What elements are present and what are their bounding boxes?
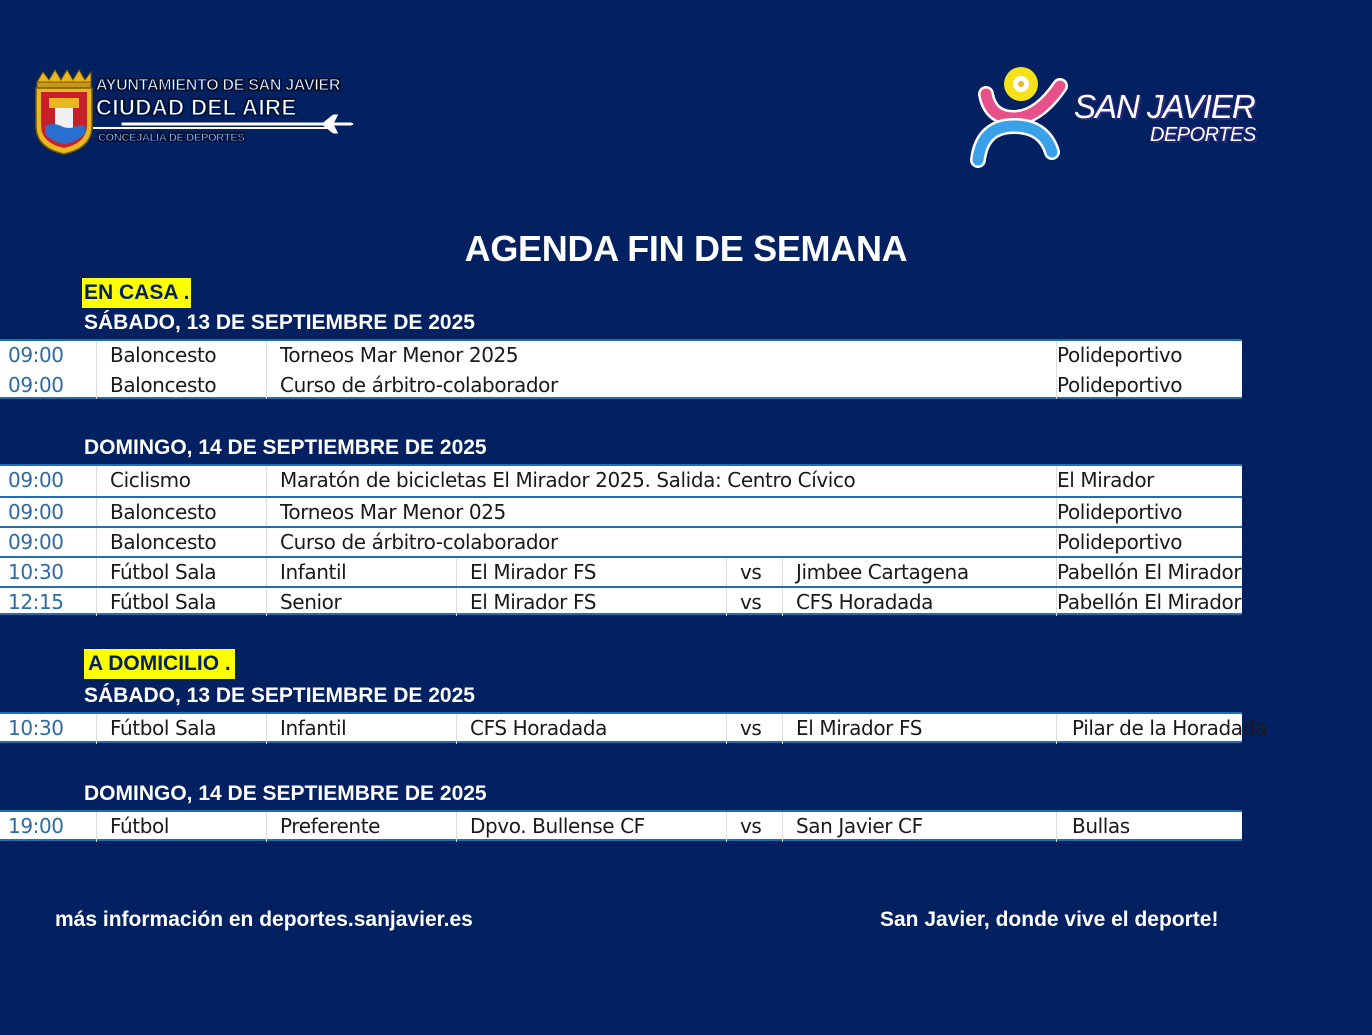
slogan-text: San Javier, donde vive el deporte! bbox=[880, 908, 1219, 931]
event-venue: Polideportivo bbox=[1057, 343, 1183, 367]
schedule-table bbox=[0, 810, 1242, 841]
event-time: 10:30 bbox=[8, 560, 64, 584]
page-title: AGENDA FIN DE SEMANA bbox=[464, 228, 908, 269]
san-javier-deportes-logo-line1: SAN JAVIER bbox=[1074, 88, 1255, 125]
event-sport: Fútbol bbox=[110, 814, 170, 838]
table-row bbox=[0, 586, 1242, 616]
event-sport: Fútbol Sala bbox=[110, 590, 217, 614]
event-sport: Ciclismo bbox=[110, 468, 191, 492]
away-section-tag: A DOMICILIO . bbox=[84, 649, 235, 679]
event-venue: Polideportivo bbox=[1057, 373, 1183, 397]
event-description: Torneos Mar Menor 025 bbox=[280, 500, 506, 524]
versus-label: vs bbox=[740, 716, 762, 740]
table-row bbox=[0, 526, 1242, 556]
schedule-table bbox=[0, 464, 1242, 615]
event-sport: Fútbol Sala bbox=[110, 560, 217, 584]
event-venue: Pabellón El Mirador bbox=[1057, 560, 1242, 584]
ayuntamiento-logo-line3: CONCEJALÍA DE DEPORTES bbox=[98, 132, 245, 144]
event-sport: Baloncesto bbox=[110, 343, 217, 367]
day-heading: SÁBADO, 13 DE SEPTIEMBRE DE 2025 bbox=[84, 311, 475, 334]
home-team: El Mirador FS bbox=[470, 560, 597, 584]
event-category: Senior bbox=[280, 590, 342, 614]
event-description: Curso de árbitro-colaborador bbox=[280, 530, 558, 554]
away-team: San Javier CF bbox=[796, 814, 923, 838]
table-row bbox=[0, 812, 1242, 842]
day-heading: SÁBADO, 13 DE SEPTIEMBRE DE 2025 bbox=[84, 684, 475, 707]
event-sport: Baloncesto bbox=[110, 500, 217, 524]
event-venue: Polideportivo bbox=[1057, 500, 1183, 524]
event-time: 09:00 bbox=[8, 468, 64, 492]
event-time: 09:00 bbox=[8, 373, 64, 397]
away-team: El Mirador FS bbox=[796, 716, 923, 740]
table-row bbox=[0, 341, 1242, 371]
event-category: Infantil bbox=[280, 716, 347, 740]
schedule-table bbox=[0, 339, 1242, 399]
versus-label: vs bbox=[740, 560, 762, 584]
event-time: 09:00 bbox=[8, 500, 64, 524]
info-link-text: más información en deportes.sanjavier.es bbox=[55, 908, 473, 931]
table-row bbox=[0, 714, 1267, 744]
event-time: 12:15 bbox=[8, 590, 64, 614]
ayuntamiento-logo-line1: AYUNTAMIENTO DE SAN JAVIER bbox=[96, 77, 341, 94]
event-description: Maratón de bicicletas El Mirador 2025. Salida: Centro Cívico bbox=[280, 468, 856, 492]
table-row bbox=[0, 496, 1242, 526]
athlete-figure-icon bbox=[968, 60, 1068, 170]
event-time: 09:00 bbox=[8, 530, 64, 554]
table-row bbox=[0, 556, 1242, 586]
event-venue: Bullas bbox=[1072, 814, 1130, 838]
event-time: 19:00 bbox=[8, 814, 64, 838]
event-venue: Pilar de la Horadada bbox=[1072, 716, 1267, 740]
versus-label: vs bbox=[740, 590, 762, 614]
event-venue: Pabellón El Mirador bbox=[1057, 590, 1242, 614]
event-description: Torneos Mar Menor 2025 bbox=[280, 343, 519, 367]
event-category: Infantil bbox=[280, 560, 347, 584]
table-row bbox=[0, 371, 1242, 399]
event-sport: Fútbol Sala bbox=[110, 716, 217, 740]
home-team: Dpvo. Bullense CF bbox=[470, 814, 645, 838]
event-category: Preferente bbox=[280, 814, 381, 838]
event-time: 10:30 bbox=[8, 716, 64, 740]
table-row bbox=[0, 466, 1242, 496]
san-javier-deportes-logo-line2: DEPORTES bbox=[1150, 124, 1256, 146]
event-sport: Baloncesto bbox=[110, 373, 217, 397]
event-sport: Baloncesto bbox=[110, 530, 217, 554]
home-team: El Mirador FS bbox=[470, 590, 597, 614]
away-team: CFS Horadada bbox=[796, 590, 934, 614]
event-description: Curso de árbitro-colaborador bbox=[280, 373, 558, 397]
away-team: Jimbee Cartagena bbox=[796, 560, 969, 584]
day-heading: DOMINGO, 14 DE SEPTIEMBRE DE 2025 bbox=[84, 782, 487, 805]
event-venue: Polideportivo bbox=[1057, 530, 1183, 554]
home-team: CFS Horadada bbox=[470, 716, 608, 740]
home-section-tag: EN CASA . bbox=[82, 278, 191, 308]
event-venue: El Mirador bbox=[1057, 468, 1154, 492]
versus-label: vs bbox=[740, 814, 762, 838]
schedule-table bbox=[0, 712, 1267, 743]
event-time: 09:00 bbox=[8, 343, 64, 367]
day-heading: DOMINGO, 14 DE SEPTIEMBRE DE 2025 bbox=[84, 436, 487, 459]
ayuntamiento-logo-line2: CIUDAD DEL AIRE bbox=[96, 95, 297, 120]
